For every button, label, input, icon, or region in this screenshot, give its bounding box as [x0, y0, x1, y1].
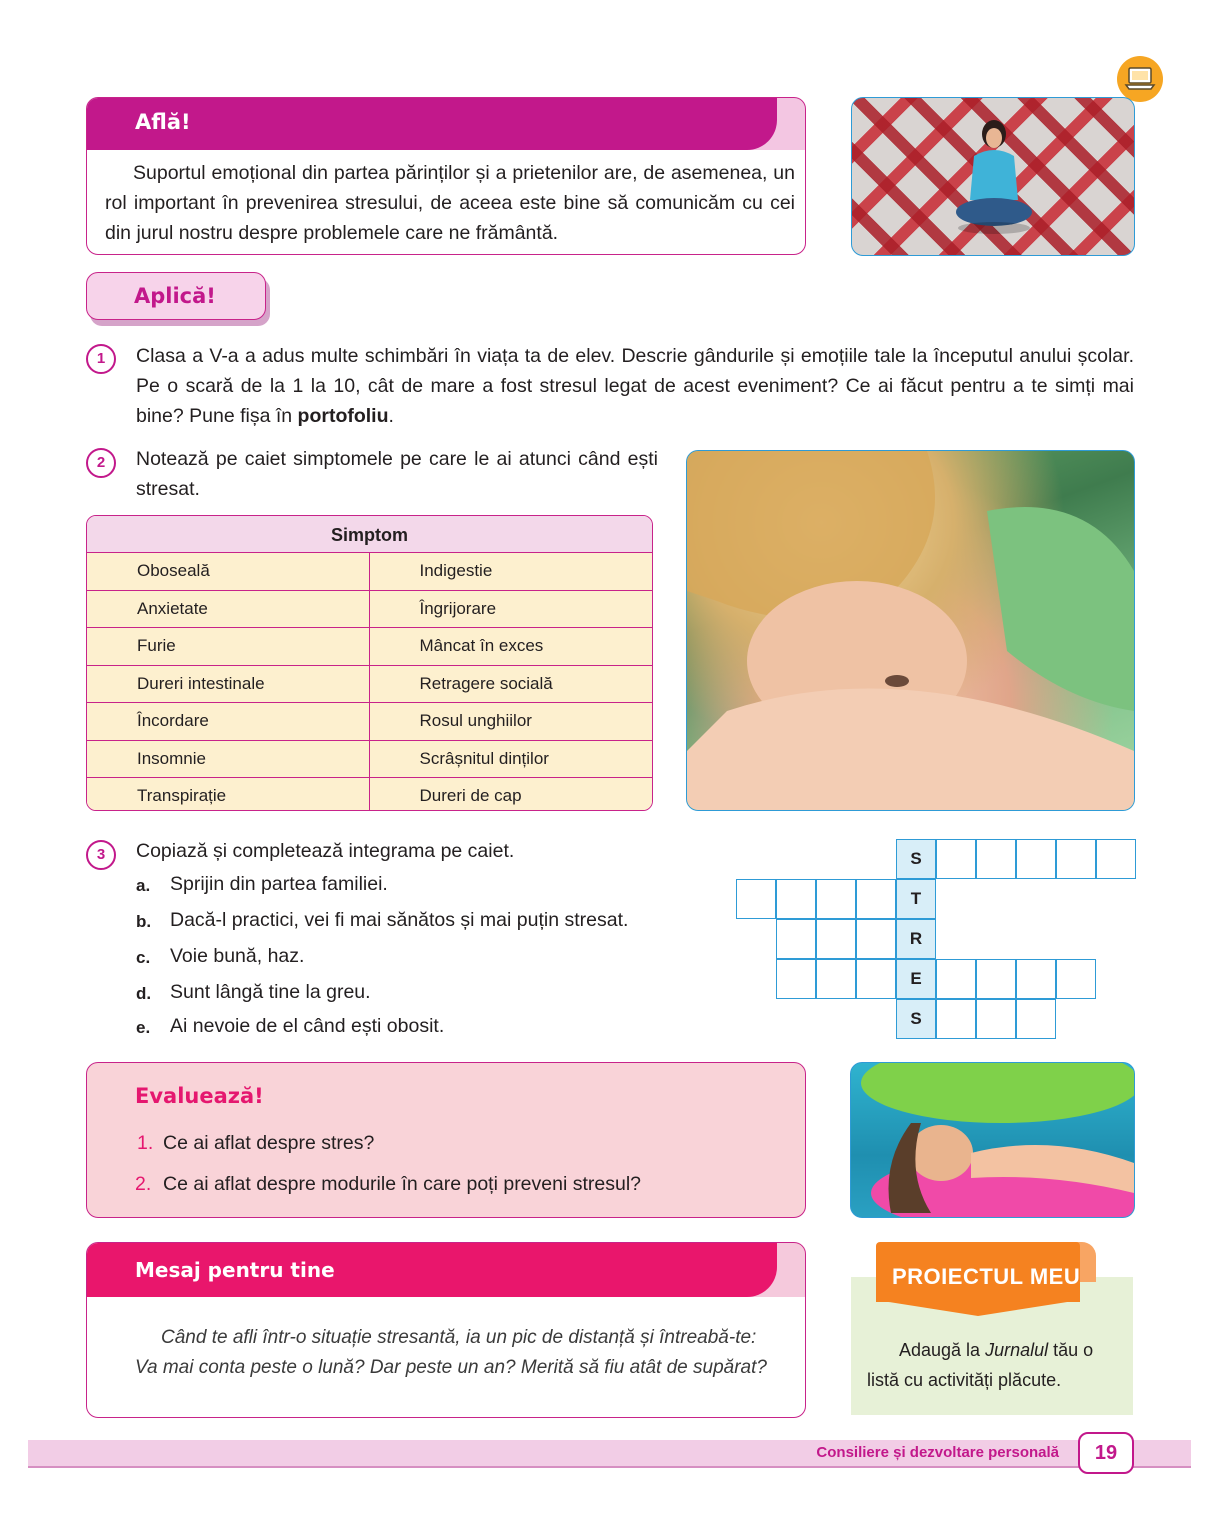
evalueaza-title: Evaluează!: [135, 1084, 264, 1108]
task-2-text: Notează pe caiet simptomele pe care le ai atunci când ești stresat.: [136, 448, 658, 500]
eval-question-1: Ce ai aflat despre stres?: [163, 1132, 375, 1154]
task-1-body: Clasa a V-a a adus multe schimbări în viața ta de elev. Descrie gândurile și emoțiile tale la începutul anului școlar. Pe o scară de la 1 la 10, cât de mare a fost stresul legat de acest eveniment? Ce ai făcut pentru a te simți mai bine? Pune fișa în: [136, 345, 1134, 427]
table-row: [87, 703, 652, 741]
table-row: [87, 778, 652, 811]
clue-letter-a: a.: [136, 876, 151, 895]
crossword-cell: [856, 959, 896, 999]
sitting-girl-illustration: [954, 116, 1034, 236]
task-number-2: 2: [86, 448, 116, 478]
clue-letter-e: e.: [136, 1018, 151, 1037]
afla-title: Află!: [135, 110, 191, 134]
clue-e: Ai nevoie de el când ești obosit.: [170, 1015, 445, 1037]
task-1-bold-word: portofoliu: [297, 405, 389, 427]
table-cell: Mâncat în exces: [419, 636, 544, 655]
proiect-title: PROIECTUL MEU: [892, 1264, 1081, 1289]
crossword-cell: [936, 959, 976, 999]
crossword-cell: [776, 879, 816, 919]
crossword-key-cell: S: [896, 839, 936, 879]
afla-header: [87, 98, 805, 150]
crossword-key-cell: S: [896, 999, 936, 1039]
table-cell: Transpirație: [87, 778, 370, 811]
task-3-text: Copiază și completează integrama pe caiet.: [136, 840, 515, 862]
crossword-cell: [976, 959, 1016, 999]
table-cell: Scrâșnitul dinților: [419, 748, 549, 768]
table-cell: Rosul unghiilor: [419, 711, 532, 730]
table-cell: Anxietate: [87, 591, 370, 628]
table-cell: Oboseală: [87, 553, 370, 590]
mesaj-title: Mesaj pentru tine: [135, 1258, 335, 1282]
clue-d: Sunt lângă tine la greu.: [170, 981, 371, 1003]
symptom-table: [86, 515, 653, 811]
clue-b: Dacă-l practici, vei fi mai sănătos și mai puțin stresat.: [170, 909, 629, 931]
table-cell: Încordare: [87, 703, 370, 740]
pool-girl-photo: [850, 1062, 1135, 1218]
crossword-key-cell: T: [896, 879, 936, 919]
table-row: [87, 591, 652, 629]
crossword-cell: [816, 879, 856, 919]
table-cell: Dureri de cap: [419, 786, 522, 805]
crossword-cell: [936, 839, 976, 879]
crossword-cell: [776, 919, 816, 959]
crossword-key-cell: R: [896, 919, 936, 959]
table-cell: Furie: [87, 628, 370, 665]
proiect-text: [867, 1335, 1123, 1395]
proiect-italic-word: Jurnalul: [985, 1340, 1049, 1360]
table-row: [87, 553, 652, 591]
afla-text: Suportul emoțional din partea părinților și a prietenilor are, de asemenea, un rol important în prevenirea stresului, de aceea este bine să comunicăm cu cei din jurul nostru despre problemele care ne frământă.: [105, 162, 795, 244]
table-cell: Indigestie: [419, 561, 493, 580]
crossword-cell: [776, 959, 816, 999]
table-header: Simptom: [87, 516, 652, 553]
clue-letter-c: c.: [136, 948, 151, 967]
mesaj-line-1: Când te afli într-o situație stresantă, ia un pic de distanță și întreabă-te:: [161, 1327, 757, 1348]
laptop-icon: [1117, 56, 1163, 102]
mesaj-line-2: Va mai conta peste o lună? Dar peste un an? Merită să fiu atât de supărat?: [135, 1357, 767, 1378]
crossword-cell: [1056, 959, 1096, 999]
crossword-cell: [1016, 959, 1056, 999]
crossword-grid: [736, 839, 1136, 1041]
mesaj-text: [135, 1323, 775, 1383]
eval-question-2: Ce ai aflat despre modurile în care poți preveni stresul?: [163, 1173, 641, 1195]
crossword-cell: [856, 919, 896, 959]
table-cell: Îngrijorare: [419, 598, 497, 618]
maze-photo: [851, 97, 1135, 256]
crossword-cell: [936, 999, 976, 1039]
task-1-end: .: [388, 405, 394, 427]
clue-a: Sprijin din partea familiei.: [170, 873, 388, 895]
table-row: [87, 666, 652, 704]
table-row: [87, 628, 652, 666]
clue-c: Voie bună, haz.: [170, 945, 305, 967]
clue-letter-d: d.: [136, 984, 152, 1003]
proiect-ribbon: [876, 1242, 1098, 1316]
afla-box: [86, 97, 806, 255]
evalueaza-box: [86, 1062, 806, 1218]
page-number: 19: [1078, 1432, 1134, 1474]
crossword-cell: [856, 879, 896, 919]
aplica-title: Aplică!: [134, 284, 216, 308]
crossword-cell: [816, 919, 856, 959]
clue-letter-b: b.: [136, 912, 152, 931]
task-1-text: [136, 341, 1134, 431]
task-number-3: 3: [86, 840, 116, 870]
mesaj-header: [87, 1243, 805, 1297]
crossword-cell: [816, 959, 856, 999]
boy-resting-photo: [686, 450, 1135, 811]
crossword-cell: [976, 839, 1016, 879]
proiect-text-start: Adaugă la: [899, 1340, 986, 1360]
task-number-1: 1: [86, 344, 116, 374]
footer-subject: Consiliere și dezvoltare personală: [816, 1444, 1059, 1461]
crossword-cell: [1056, 839, 1096, 879]
crossword-cell: [1016, 999, 1056, 1039]
eval-number-1: 1.: [137, 1132, 154, 1154]
crossword-cell: [1016, 839, 1056, 879]
crossword-cell: [1096, 839, 1136, 879]
mesaj-box: [86, 1242, 806, 1418]
aplica-label: [86, 272, 270, 324]
eval-number-2: 2.: [135, 1173, 152, 1195]
proiect-text-end: tău o listă cu activități plăcute.: [867, 1340, 1094, 1390]
footer-line: [28, 1466, 1191, 1468]
table-cell: Insomnie: [87, 741, 370, 778]
crossword-key-cell: E: [896, 959, 936, 999]
table-row: [87, 741, 652, 779]
table-cell: Retragere socială: [419, 673, 553, 693]
crossword-cell: [976, 999, 1016, 1039]
crossword-cell: [736, 879, 776, 919]
table-cell: Dureri intestinale: [87, 666, 370, 703]
